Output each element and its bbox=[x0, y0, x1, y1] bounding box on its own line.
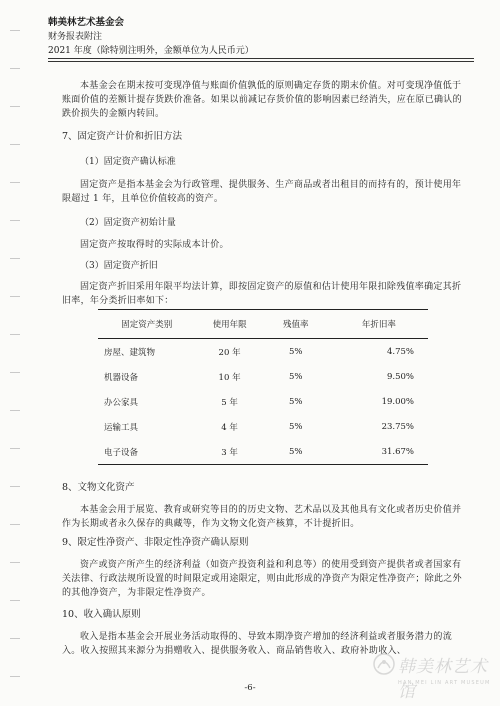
section-7-2-title: （2）固定资产初始计量 bbox=[80, 218, 176, 228]
cell-life: 4 年 bbox=[221, 422, 238, 433]
table-row bbox=[98, 389, 428, 414]
section-7-heading: 7、固定资产计价和折旧方法 bbox=[62, 131, 183, 142]
section-7-3-title: （3）固定资产折旧 bbox=[80, 261, 158, 271]
col-header-life: 使用年限 bbox=[197, 310, 263, 339]
museum-watermark bbox=[372, 650, 496, 700]
org-name: 韩美林艺术基金会 bbox=[48, 17, 125, 28]
intro-paragraph: 本基金会在期末按可变现净值与账面价值孰低的原则确定存货的期末价值。对可变现净值低于账面价值的差额计提存货跌价准备。如果以前减记存货价值的影响因素已经消失，应在原已确认的跌价损失的金额内转回。 bbox=[62, 81, 462, 119]
cell-category: 运输工具 bbox=[104, 422, 139, 433]
table-row bbox=[98, 439, 428, 465]
watermark-english-text: HAN MEI LIN ART MUSEUM bbox=[398, 680, 491, 686]
section-9-heading: 9、限定性净资产、非限定性净资产确认原则 bbox=[62, 537, 249, 548]
header-rule bbox=[48, 58, 474, 59]
section-7-1-title: （1）固定资产确认标准 bbox=[80, 157, 176, 167]
cell-rate: 19.00% bbox=[381, 396, 414, 407]
cell-category: 机器设备 bbox=[104, 372, 139, 383]
table-row bbox=[98, 339, 428, 365]
watermark-chinese-text: 韩美林艺术馆 bbox=[398, 657, 488, 702]
cell-category: 房屋、建筑物 bbox=[104, 347, 156, 358]
section-9-text: 资产或资产所产生的经济利益（如资产投资利益和利息等）的使用受到资产提供者或者国家有关法律、行政法规所设置的时间限定或用途限定，则由此形成的净资产为限定性净资产；除此之外的其他净资产，为非限定性净资产。 bbox=[62, 560, 462, 598]
section-10-heading: 10、收入确认原则 bbox=[62, 609, 141, 620]
col-header-residual: 残值率 bbox=[263, 310, 329, 339]
report-subtitle: 财务报表附注 bbox=[48, 32, 103, 42]
table-row bbox=[98, 414, 428, 439]
section-7-3-text: 固定资产折旧采用年限平均法计算，即按固定资产的原值和估计使用年限扣除残值率确定其折旧率，年分类折旧率如下： bbox=[62, 282, 462, 306]
cell-life: 20 年 bbox=[218, 347, 241, 358]
cell-residual: 5% bbox=[288, 346, 303, 357]
cell-residual: 5% bbox=[263, 439, 329, 465]
section-7-1-text: 固定资产是指本基金会为行政管理、提供服务、生产商品或者出租目的而持有的，预计使用年限超过 1 年，且单位价值较高的资产。 bbox=[62, 180, 462, 204]
cell-life: 5 年 bbox=[221, 397, 238, 408]
cell-residual: 5% bbox=[288, 371, 303, 382]
cell-rate: 4.75% bbox=[386, 346, 414, 357]
report-period: 2021 年度（除特别注明外，金额单位为人民币元） bbox=[48, 46, 254, 56]
section-7-2-text: 固定资产按取得时的实际成本计价。 bbox=[80, 240, 229, 250]
cell-category: 办公家具 bbox=[104, 397, 139, 408]
cell-residual: 5% bbox=[288, 396, 303, 407]
scan-margin-marks bbox=[10, 0, 22, 706]
table-row bbox=[98, 364, 428, 389]
table-header-row bbox=[98, 310, 428, 339]
museum-logo-icon bbox=[372, 652, 396, 676]
cell-rate: 9.50% bbox=[386, 371, 414, 382]
cell-residual: 5% bbox=[288, 421, 303, 432]
page-number: -6- bbox=[244, 683, 256, 693]
section-8-text: 本基金会用于展览、教育或研究等目的的历史文物、艺术品以及其他具有文化或者历史价值并作为长期或者永久保存的典藏等，作为文物文化资产核算，不计提折旧。 bbox=[62, 505, 462, 529]
depreciation-table bbox=[98, 309, 428, 465]
cell-rate: 23.75% bbox=[381, 421, 414, 432]
col-header-category: 固定资产类别 bbox=[98, 310, 197, 339]
col-header-rate: 年折旧率 bbox=[329, 310, 428, 339]
cell-rate: 31.67% bbox=[329, 439, 428, 465]
cell-category: 电子设备 bbox=[98, 439, 197, 465]
cell-life: 10 年 bbox=[218, 372, 241, 383]
header-rule-double bbox=[48, 61, 474, 62]
section-10-text: 收入是指本基金会开展业务活动取得的、导致本期净资产增加的经济利益或者服务潜力的流入。收入按照其来源分为捐赠收入、提供服务收入、商品销售收入、政府补助收入、 bbox=[62, 632, 453, 656]
cell-life: 3 年 bbox=[197, 439, 263, 465]
section-8-heading: 8、文物文化资产 bbox=[62, 482, 135, 493]
